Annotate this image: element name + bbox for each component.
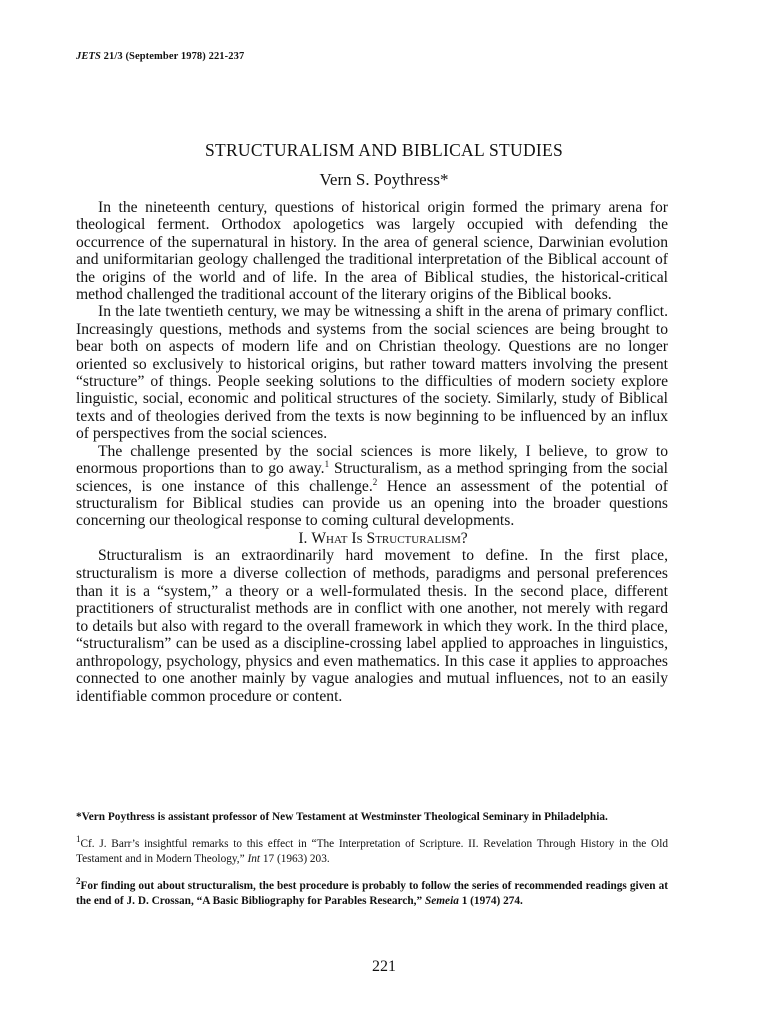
footnote-1-mark: 1: [76, 834, 81, 845]
footnote-ref-2: 2: [372, 476, 378, 487]
journal-citation: 21/3 (September 1978) 221-237: [103, 51, 245, 62]
section-heading-text: What Is Structuralism?: [311, 529, 468, 547]
footnote-1-text: Cf. J. Barr’s insightful remarks to this effect in “The Interpretation of Scripture. II. Revelation Through History in the Old Testament and in Modern Theology,”: [76, 838, 668, 865]
footnote-1-journal: Int: [247, 853, 261, 865]
intro-paragraph-1: In the nineteenth century, questions of historical origin formed the primary arena for theological ferment. Orthodox apologetics was largely occupied with defending the occurrence of the supernatural in history. In the area of general science, Darwinian evolution and uniformitarian geology challenged the traditional interpretation of the Biblical account of the origins of the world and of life. In the area of Biblical studies, the historical-critical method challenged the traditional account of the literary origins of the Biblical books.: [76, 199, 668, 304]
footnote-ref-1: 1: [324, 458, 330, 469]
author-footnote: *Vern Poythress is assistant professor of New Testament at Westminster Theological Seminary in Philadelphia.: [76, 811, 608, 823]
para3-text-2: Structuralism, as a method springing from the social sciences, is one instance of this challenge.: [76, 460, 668, 495]
footnote-1: [76, 834, 668, 867]
footnote-2-mark: 2: [76, 876, 81, 887]
section-1-paragraph: Structuralism is an extraordinarily hard movement to define. In the first place, structuralism is more a diverse collection of methods, paradigms and personal preferences than it is a “system,” a theory or a well-formulated thesis. In the second place, different practitioners of structuralist methods are in conflict with one another, not merely with regard to details but also with regard to the overall framework in which they work. In the third place, “structuralism” can be used as a discipline-crossing label applied to approaches in linguistics, anthropology, psychology, physics and even mathematics. In this case it applies to approaches connected to one another mainly by vague analogies and mutual influences, not to an easily identifiable common procedure or content.: [76, 547, 668, 706]
para3-text-3: Hence an assessment of the potential of structuralism for Biblical studies can provide us an opening into the broader questions concerning our theological response to coming cultural developments.: [76, 477, 669, 530]
footnote-2-tail: 1 (1974) 274.: [461, 895, 523, 907]
para3-text-1: The challenge presented by the social sciences is more likely, I believe, to grow to enormous proportions than to go away.: [76, 442, 668, 478]
running-header: [76, 51, 244, 62]
footnote-2: [76, 876, 668, 909]
footnote-1-tail: 17 (1963) 203.: [262, 853, 330, 865]
section-numeral: I.: [298, 529, 308, 547]
page-number: 221: [372, 958, 396, 975]
footnote-2-text: For finding out about structuralism, the best procedure is probably to follow the series of recommended readings given at the end of J. D. Crossan, “A Basic Bibliography for Parables Research,”: [76, 880, 668, 907]
article-author: Vern S. Poythress*: [319, 170, 449, 189]
footnote-2-journal: Semeia: [424, 895, 459, 907]
footnotes: [76, 810, 668, 921]
article-body: [76, 199, 668, 706]
section-1: [76, 530, 668, 706]
journal-abbrev: JETS: [76, 51, 101, 62]
intro-paragraph-2: In the late twentieth century, we may be witnessing a shift in the arena of primary conflict. Increasingly questions, methods and systems from the social sciences are being brought to bear both on aspects of modern life and on Christian theology. Questions are no longer oriented so exclusively to historical origins, but rather toward matters involving the present “structure” of things. People seeking solutions to the difficulties of modern society explore linguistic, social, economic and political structures of the society. Similarly, study of Biblical texts and of theologies derived from the texts is now beginning to be influenced by an influx of perspectives from the social sciences.: [76, 303, 668, 443]
section-heading: [76, 530, 668, 548]
intro-paragraph-3: [76, 443, 668, 530]
article-title: STRUCTURALISM AND BIBLICAL STUDIES: [204, 140, 564, 160]
